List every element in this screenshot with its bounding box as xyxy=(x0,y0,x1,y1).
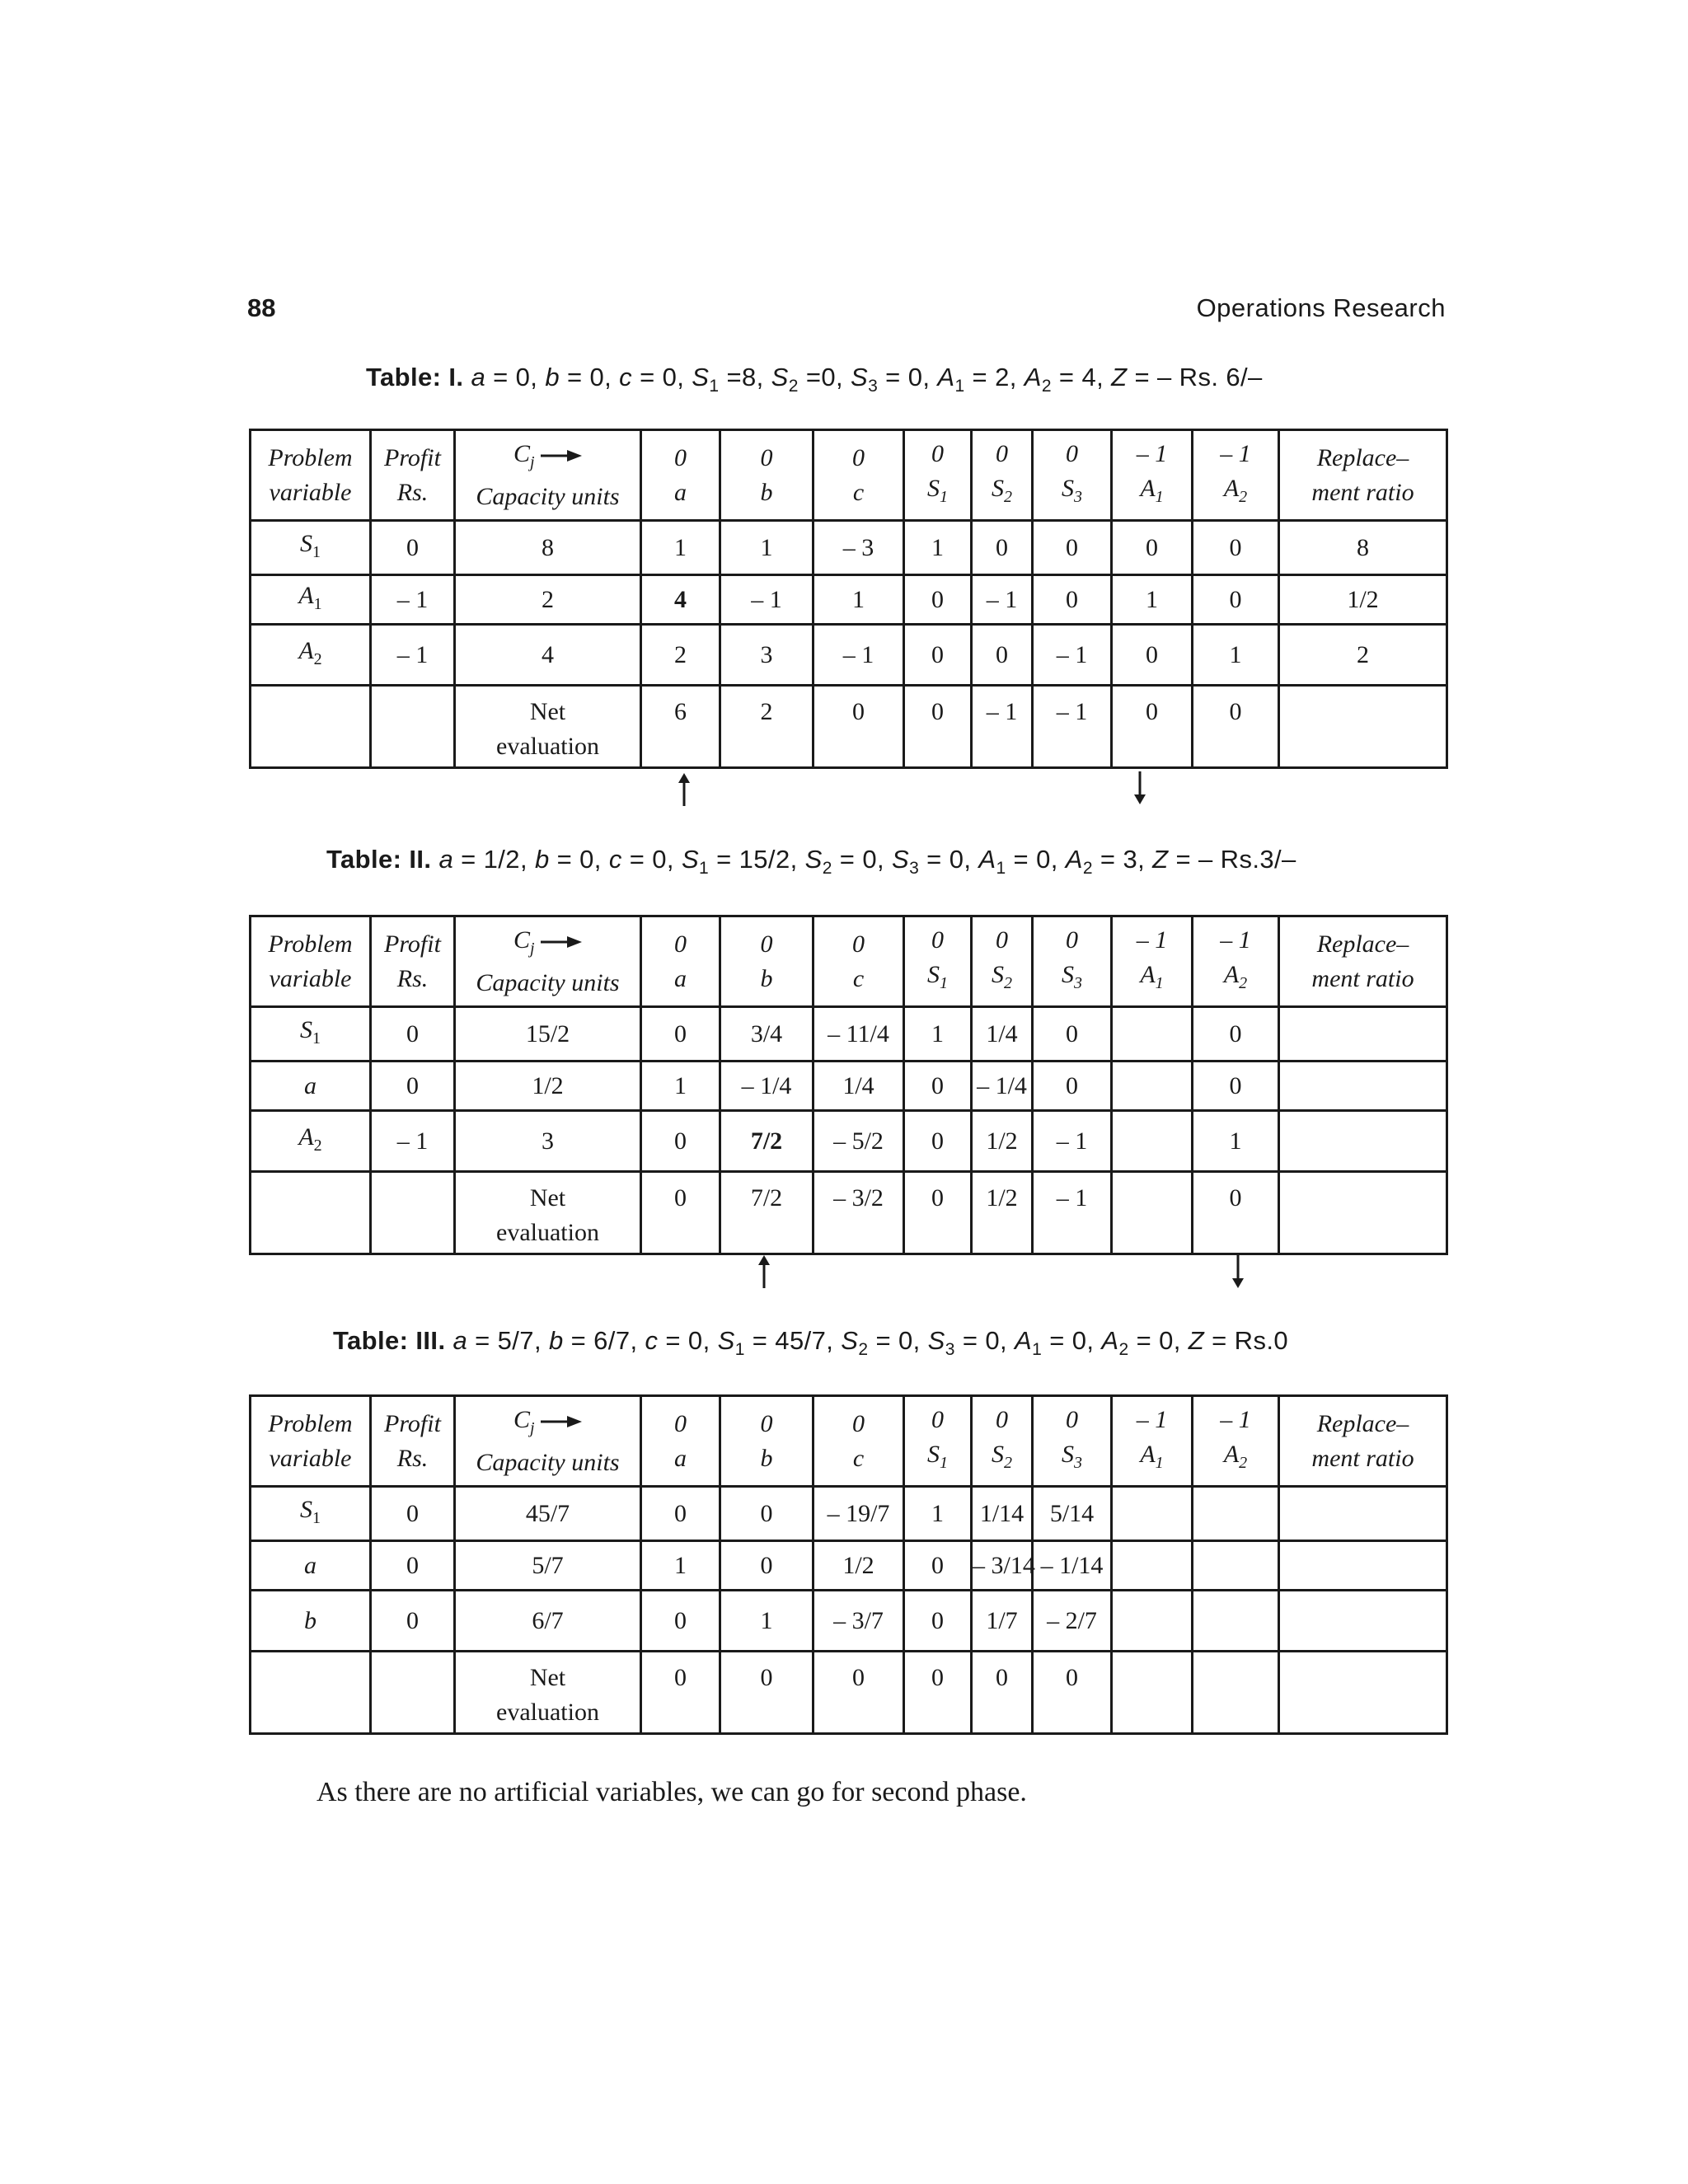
value-cell: 4 xyxy=(641,575,720,625)
value-cell: 5/14 xyxy=(1033,1487,1112,1541)
net-evaluation-cell xyxy=(1279,1172,1447,1254)
table-row xyxy=(251,1591,1447,1652)
replacement-ratio-cell xyxy=(1279,1541,1447,1591)
value-cell: 1 xyxy=(1112,575,1193,625)
value-cell: 0 xyxy=(641,1487,720,1541)
value-cell: 0 xyxy=(904,575,972,625)
problem-variable-cell: $A_1$ xyxy=(251,575,371,625)
header-problem-variable: Problem variable xyxy=(251,916,371,1007)
value-cell: 1 xyxy=(720,521,814,575)
value-cell: 1 xyxy=(814,575,904,625)
value-cell: 0 xyxy=(641,1111,720,1172)
value-cell: – 5/2 xyxy=(814,1111,904,1172)
value-cell xyxy=(1112,1487,1193,1541)
value-cell: – 2/7 xyxy=(1033,1591,1112,1652)
net-evaluation-cell: 0 xyxy=(720,1652,814,1734)
value-cell: 0 xyxy=(1033,575,1112,625)
value-cell: 1/4 xyxy=(972,1007,1033,1062)
empty-cell xyxy=(251,1652,371,1734)
header-variable-column: 0 $S_1$ xyxy=(904,916,972,1007)
value-cell: 0 xyxy=(1193,575,1279,625)
table-header-row xyxy=(251,916,1447,1007)
net-evaluation-row xyxy=(251,1172,1447,1254)
net-evaluation-cell: 7/2 xyxy=(720,1172,814,1254)
caption-label: Table: III. xyxy=(333,1326,446,1355)
net-evaluation-cell xyxy=(1112,1172,1193,1254)
table-header-row xyxy=(251,1396,1447,1487)
capacity-cell: 4 xyxy=(455,625,641,686)
value-cell: – 1/4 xyxy=(972,1062,1033,1111)
empty-cell xyxy=(371,686,455,768)
value-cell: 1/14 xyxy=(972,1487,1033,1541)
profit-cell: – 1 xyxy=(371,1111,455,1172)
header-variable-column: 0 $S_3$ xyxy=(1033,430,1112,521)
value-cell: 0 xyxy=(904,625,972,686)
value-cell: 0 xyxy=(972,625,1033,686)
header-variable-column: 0 $S_1$ xyxy=(904,1396,972,1487)
net-evaluation-cell: – 3/2 xyxy=(814,1172,904,1254)
value-cell: 0 xyxy=(1193,1007,1279,1062)
capacity-cell: 6/7 xyxy=(455,1591,641,1652)
header-variable-column: 0 c xyxy=(814,430,904,521)
profit-cell: 0 xyxy=(371,1062,455,1111)
net-evaluation-cell: 0 xyxy=(641,1172,720,1254)
value-cell: 3 xyxy=(720,625,814,686)
value-cell: 2 xyxy=(641,625,720,686)
caption-label: Table: II. xyxy=(326,845,432,874)
header-variable-column: 0 a xyxy=(641,1396,720,1487)
value-cell: – 3/7 xyxy=(814,1591,904,1652)
value-cell: – 11/4 xyxy=(814,1007,904,1062)
closing-text: As there are no artificial variables, we can go for second phase. xyxy=(316,1777,1027,1807)
empty-cell xyxy=(371,1172,455,1254)
net-evaluation-cell: 1/2 xyxy=(972,1172,1033,1254)
value-cell: – 1 xyxy=(720,575,814,625)
capacity-cell: 2 xyxy=(455,575,641,625)
value-cell xyxy=(1193,1487,1279,1541)
net-evaluation-cell xyxy=(1193,1652,1279,1734)
value-cell xyxy=(1112,1007,1193,1062)
net-evaluation-cell: 0 xyxy=(1033,1652,1112,1734)
value-cell: 0 xyxy=(1112,625,1193,686)
net-evaluation-cell: 0 xyxy=(904,686,972,768)
value-cell: 1/2 xyxy=(972,1111,1033,1172)
header-variable-column: – 1 $A_1$ xyxy=(1112,916,1193,1007)
header-variable-column: – 1 $A_2$ xyxy=(1193,430,1279,521)
header-variable-column: 0 $S_2$ xyxy=(972,1396,1033,1487)
value-cell: 0 xyxy=(904,1062,972,1111)
net-evaluation-cell: 0 xyxy=(1193,1172,1279,1254)
replacement-ratio-cell xyxy=(1279,1111,1447,1172)
capacity-cell: 45/7 xyxy=(455,1487,641,1541)
value-cell: – 19/7 xyxy=(814,1487,904,1541)
table-row xyxy=(251,625,1447,686)
replacement-ratio-cell xyxy=(1279,1007,1447,1062)
value-cell: – 1 xyxy=(972,575,1033,625)
problem-variable-cell: $S_1$ xyxy=(251,521,371,575)
value-cell: – 1 xyxy=(1033,625,1112,686)
capacity-cell: 15/2 xyxy=(455,1007,641,1062)
value-cell: 0 xyxy=(1112,521,1193,575)
value-cell: 1 xyxy=(720,1591,814,1652)
table-row xyxy=(251,521,1447,575)
capacity-cell: 1/2 xyxy=(455,1062,641,1111)
header-variable-column: 0 b xyxy=(720,1396,814,1487)
value-cell: – 3 xyxy=(814,521,904,575)
net-evaluation-row xyxy=(251,1652,1447,1734)
net-evaluation-cell: 0 xyxy=(904,1172,972,1254)
problem-variable-cell: a xyxy=(251,1541,371,1591)
table-row xyxy=(251,1111,1447,1172)
header-variable-column: 0 b xyxy=(720,916,814,1007)
profit-cell: 0 xyxy=(371,1007,455,1062)
header-cj-capacity: $C_j$ Capacity units xyxy=(455,1396,641,1487)
value-cell: – 1/14 xyxy=(1033,1541,1112,1591)
header-problem-variable: Problem variable xyxy=(251,1396,371,1487)
value-cell: 0 xyxy=(641,1007,720,1062)
value-cell: 0 xyxy=(1033,1062,1112,1111)
profit-cell: – 1 xyxy=(371,575,455,625)
running-head: Operations Research xyxy=(1196,293,1446,322)
header-problem-variable: Problem variable xyxy=(251,430,371,521)
value-cell: 0 xyxy=(641,1591,720,1652)
net-evaluation-cell xyxy=(1279,1652,1447,1734)
value-cell: 0 xyxy=(972,521,1033,575)
net-evaluation-cell: 0 xyxy=(1112,686,1193,768)
replacement-ratio-cell: 1/2 xyxy=(1279,575,1447,625)
problem-variable-cell: $S_1$ xyxy=(251,1487,371,1541)
table-3-caption: Table: III. a = 5/7, b = 6/7, c = 0, $S_1 = 45/7$, $S_2 = 0$, $S_3 = 0$, $A_1 = 0$, $A_2 = 0$, Z = Rs.0 xyxy=(333,1326,1288,1360)
table-row xyxy=(251,1062,1447,1111)
header-replacement-ratio: Replace– ment ratio xyxy=(1279,1396,1447,1487)
capacity-cell: 8 xyxy=(455,521,641,575)
replacement-ratio-cell: 2 xyxy=(1279,625,1447,686)
header-profit: Profit Rs. xyxy=(371,430,455,521)
value-cell xyxy=(1112,1111,1193,1172)
value-cell: 7/2 xyxy=(720,1111,814,1172)
table-2-caption: Table: II. a = 1/2, b = 0, c = 0, $S_1 = 15/2$, $S_2 = 0$, $S_3 = 0$, $A_1 = 0$, $A_2 = 3$, Z = – Rs.3/– xyxy=(326,845,1296,879)
net-evaluation-cell: 0 xyxy=(1193,686,1279,768)
replacement-ratio-cell xyxy=(1279,1487,1447,1541)
value-cell: 0 xyxy=(904,1111,972,1172)
value-cell: 1/7 xyxy=(972,1591,1033,1652)
header-variable-column: 0 $S_3$ xyxy=(1033,1396,1112,1487)
value-cell: 0 xyxy=(720,1487,814,1541)
capacity-cell: 5/7 xyxy=(455,1541,641,1591)
profit-cell: 0 xyxy=(371,1591,455,1652)
problem-variable-cell: a xyxy=(251,1062,371,1111)
header-variable-column: 0 $S_2$ xyxy=(972,916,1033,1007)
value-cell: 0 xyxy=(1193,1062,1279,1111)
empty-cell xyxy=(251,1172,371,1254)
replacement-ratio-cell xyxy=(1279,1062,1447,1111)
header-profit: Profit Rs. xyxy=(371,916,455,1007)
net-evaluation-cell xyxy=(1112,1652,1193,1734)
value-cell: – 1/4 xyxy=(720,1062,814,1111)
capacity-cell: 3 xyxy=(455,1111,641,1172)
net-evaluation-cell: 2 xyxy=(720,686,814,768)
value-cell: 0 xyxy=(1033,521,1112,575)
net-evaluation-cell: – 1 xyxy=(1033,1172,1112,1254)
profit-cell: 0 xyxy=(371,521,455,575)
header-variable-column: – 1 $A_1$ xyxy=(1112,1396,1193,1487)
profit-cell: 0 xyxy=(371,1487,455,1541)
value-cell: 1 xyxy=(1193,625,1279,686)
header-variable-column: 0 $S_2$ xyxy=(972,430,1033,521)
simplex-table-1 xyxy=(249,429,1448,769)
value-cell: 0 xyxy=(1193,521,1279,575)
empty-cell xyxy=(251,686,371,768)
value-cell: – 3/14 xyxy=(972,1541,1033,1591)
table-row xyxy=(251,1487,1447,1541)
value-cell: 0 xyxy=(904,1541,972,1591)
value-cell xyxy=(1193,1541,1279,1591)
value-cell xyxy=(1112,1591,1193,1652)
table-row xyxy=(251,575,1447,625)
value-cell: 1/2 xyxy=(814,1541,904,1591)
net-evaluation-cell: 0 xyxy=(904,1652,972,1734)
header-cj-capacity: $C_j$ Capacity units xyxy=(455,916,641,1007)
value-cell: – 1 xyxy=(1033,1111,1112,1172)
net-evaluation-label: Net evaluation xyxy=(455,1652,641,1734)
header-replacement-ratio: Replace– ment ratio xyxy=(1279,430,1447,521)
header-variable-column: 0 $S_1$ xyxy=(904,430,972,521)
header-cj-capacity: $C_j$ Capacity units xyxy=(455,430,641,521)
value-cell: 0 xyxy=(904,1591,972,1652)
simplex-table-3 xyxy=(249,1394,1448,1735)
profit-cell: 0 xyxy=(371,1541,455,1591)
header-variable-column: 0 c xyxy=(814,1396,904,1487)
table-row xyxy=(251,1007,1447,1062)
header-variable-column: 0 $S_3$ xyxy=(1033,916,1112,1007)
value-cell: 1 xyxy=(641,1541,720,1591)
net-evaluation-cell xyxy=(1279,686,1447,768)
header-variable-column: 0 c xyxy=(814,916,904,1007)
header-profit: Profit Rs. xyxy=(371,1396,455,1487)
problem-variable-cell: $A_2$ xyxy=(251,625,371,686)
value-cell: 1 xyxy=(904,521,972,575)
header-variable-column: 0 a xyxy=(641,430,720,521)
value-cell xyxy=(1112,1062,1193,1111)
net-evaluation-label: Net evaluation xyxy=(455,686,641,768)
problem-variable-cell: $A_2$ xyxy=(251,1111,371,1172)
net-evaluation-cell: 0 xyxy=(641,1652,720,1734)
replacement-ratio-cell: 8 xyxy=(1279,521,1447,575)
value-cell: 1 xyxy=(904,1487,972,1541)
header-variable-column: – 1 $A_2$ xyxy=(1193,1396,1279,1487)
net-evaluation-cell: – 1 xyxy=(972,686,1033,768)
value-cell: 1/4 xyxy=(814,1062,904,1111)
value-cell: 3/4 xyxy=(720,1007,814,1062)
value-cell: 1 xyxy=(641,521,720,575)
problem-variable-cell: b xyxy=(251,1591,371,1652)
table-row xyxy=(251,1541,1447,1591)
header-variable-column: – 1 $A_2$ xyxy=(1193,916,1279,1007)
net-evaluation-row xyxy=(251,686,1447,768)
header-replacement-ratio: Replace– ment ratio xyxy=(1279,916,1447,1007)
value-cell: 1 xyxy=(641,1062,720,1111)
table-1-caption: Table: I. a = 0, b = 0, c = 0, $S_1 =8$, $S_2 =0$, $S_3 = 0$, $A_1 = 2$, $A_2 = 4$, Z = – Rs. 6/– xyxy=(366,363,1263,396)
value-cell: – 1 xyxy=(814,625,904,686)
table-header-row xyxy=(251,430,1447,521)
value-cell xyxy=(1193,1591,1279,1652)
replacement-ratio-cell xyxy=(1279,1591,1447,1652)
header-variable-column: 0 b xyxy=(720,430,814,521)
caption-label: Table: I. xyxy=(366,363,464,391)
net-evaluation-label: Net evaluation xyxy=(455,1172,641,1254)
net-evaluation-cell: 0 xyxy=(972,1652,1033,1734)
header-variable-column: – 1 $A_1$ xyxy=(1112,430,1193,521)
page-number: 88 xyxy=(247,293,276,322)
net-evaluation-cell: 0 xyxy=(814,686,904,768)
simplex-table-2 xyxy=(249,915,1448,1255)
net-evaluation-cell: 0 xyxy=(814,1652,904,1734)
header-variable-column: 0 a xyxy=(641,916,720,1007)
net-evaluation-cell: 6 xyxy=(641,686,720,768)
value-cell: 1 xyxy=(904,1007,972,1062)
value-cell: 1 xyxy=(1193,1111,1279,1172)
value-cell xyxy=(1112,1541,1193,1591)
empty-cell xyxy=(371,1652,455,1734)
net-evaluation-cell: – 1 xyxy=(1033,686,1112,768)
value-cell: 0 xyxy=(1033,1007,1112,1062)
profit-cell: – 1 xyxy=(371,625,455,686)
problem-variable-cell: $S_1$ xyxy=(251,1007,371,1062)
value-cell: 0 xyxy=(720,1541,814,1591)
